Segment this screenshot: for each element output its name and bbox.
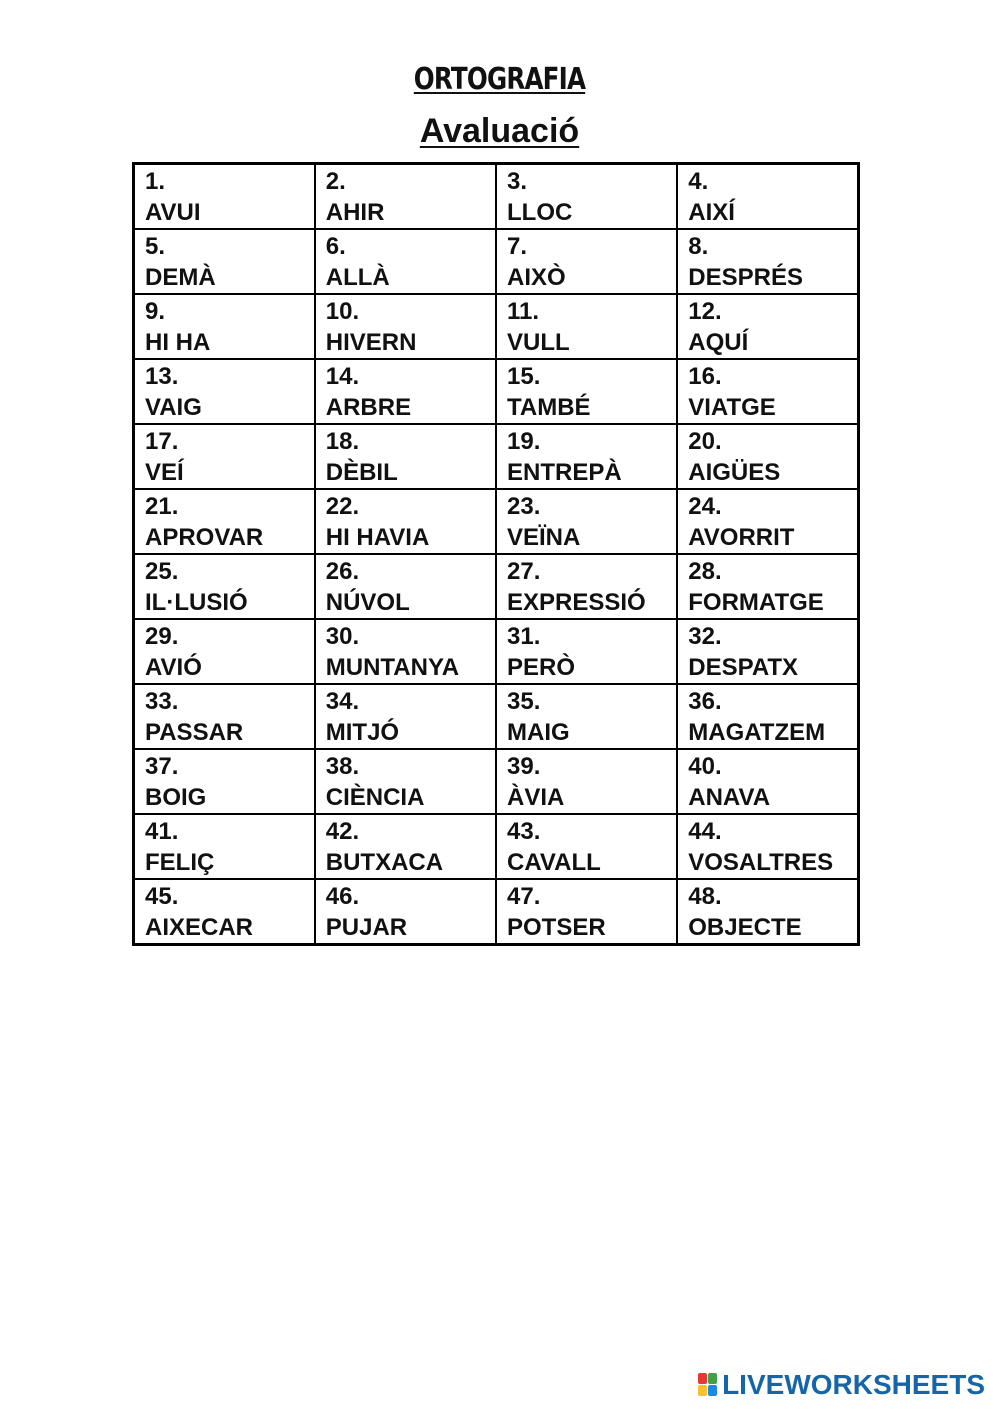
table-cell bbox=[315, 749, 496, 814]
table-cell bbox=[496, 294, 677, 359]
item-number: 3. bbox=[507, 168, 528, 195]
table-cell bbox=[315, 424, 496, 489]
table-cell bbox=[677, 684, 858, 749]
table-row bbox=[134, 879, 859, 945]
item-number: 41. bbox=[145, 818, 179, 845]
item-word: OBJECTE bbox=[688, 914, 802, 941]
item-number: 48. bbox=[688, 883, 722, 910]
item-number: 32. bbox=[688, 623, 722, 650]
table-cell bbox=[677, 229, 858, 294]
item-number: 28. bbox=[688, 558, 722, 585]
table-row bbox=[134, 489, 859, 554]
item-word: VEÏNA bbox=[507, 524, 581, 551]
item-number: 26. bbox=[325, 558, 360, 585]
table-cell bbox=[315, 489, 496, 554]
table-cell bbox=[315, 879, 496, 945]
table-cell bbox=[496, 229, 677, 294]
item-word: BUTXACA bbox=[325, 849, 444, 876]
item-number: 2. bbox=[325, 168, 346, 195]
brand-footer bbox=[698, 1370, 985, 1400]
logo-square-red bbox=[698, 1373, 707, 1384]
item-word: MUNTANYA bbox=[325, 654, 460, 681]
item-word: FELIÇ bbox=[145, 849, 215, 876]
item-number: 24. bbox=[688, 493, 722, 520]
logo-square-yellow bbox=[698, 1385, 707, 1396]
item-number: 19. bbox=[507, 428, 541, 455]
table-cell bbox=[134, 879, 315, 945]
item-number: 47. bbox=[507, 883, 541, 910]
item-word: MAIG bbox=[507, 719, 570, 746]
item-number: 25. bbox=[145, 558, 179, 585]
table-row bbox=[134, 424, 859, 489]
item-number: 34. bbox=[325, 688, 360, 715]
item-word: EXPRESSIÓ bbox=[507, 589, 646, 616]
item-word: ALLÀ bbox=[325, 264, 390, 291]
table-cell bbox=[315, 359, 496, 424]
item-word: PUJAR bbox=[325, 914, 408, 941]
table-cell bbox=[496, 749, 677, 814]
brand-text: LIVEWORKSHEETS bbox=[722, 1369, 985, 1400]
table-cell bbox=[496, 814, 677, 879]
table-cell bbox=[496, 879, 677, 945]
item-number: 23. bbox=[507, 493, 541, 520]
item-number: 18. bbox=[325, 428, 360, 455]
table-cell bbox=[677, 554, 858, 619]
item-word: DÈBIL bbox=[325, 459, 398, 486]
item-word: IL·LUSIÓ bbox=[145, 589, 248, 616]
item-number: 5. bbox=[145, 233, 166, 260]
item-number: 1. bbox=[145, 168, 166, 195]
table-cell bbox=[496, 684, 677, 749]
item-number: 14. bbox=[325, 363, 360, 390]
table-cell bbox=[134, 359, 315, 424]
table-row bbox=[134, 359, 859, 424]
item-number: 17. bbox=[145, 428, 179, 455]
item-number: 11. bbox=[507, 298, 540, 325]
item-word: ÀVIA bbox=[507, 784, 565, 811]
table-cell bbox=[134, 489, 315, 554]
item-word: AVUI bbox=[145, 199, 201, 226]
item-word: ENTREPÀ bbox=[507, 459, 622, 486]
item-word: BOIG bbox=[145, 784, 207, 811]
item-number: 9. bbox=[145, 298, 166, 325]
item-number: 35. bbox=[507, 688, 541, 715]
table-cell bbox=[315, 684, 496, 749]
item-word: AIGÜES bbox=[688, 459, 781, 486]
table-row bbox=[134, 684, 859, 749]
item-word: VIATGE bbox=[688, 394, 776, 421]
page-subtitle: Avaluació bbox=[419, 112, 580, 150]
table-cell bbox=[677, 814, 858, 879]
item-number: 20. bbox=[688, 428, 722, 455]
item-number: 27. bbox=[507, 558, 541, 585]
item-word: MITJÓ bbox=[325, 719, 400, 746]
item-word: AVIÓ bbox=[145, 654, 202, 681]
item-word: VEÍ bbox=[145, 459, 184, 486]
table-cell bbox=[134, 684, 315, 749]
table-row bbox=[134, 229, 859, 294]
item-number: 13. bbox=[145, 363, 179, 390]
table-row bbox=[134, 554, 859, 619]
item-word: APROVAR bbox=[145, 524, 264, 551]
table-cell bbox=[496, 424, 677, 489]
table-row bbox=[134, 749, 859, 814]
table-cell bbox=[315, 554, 496, 619]
item-word: POTSER bbox=[507, 914, 606, 941]
item-number: 8. bbox=[688, 233, 709, 260]
table-cell bbox=[134, 229, 315, 294]
table-cell bbox=[677, 294, 858, 359]
item-word: ARBRE bbox=[325, 394, 412, 421]
word-table-body bbox=[134, 164, 859, 945]
table-row bbox=[134, 814, 859, 879]
table-cell bbox=[134, 164, 315, 230]
item-word: VULL bbox=[507, 329, 570, 356]
item-number: 16. bbox=[688, 363, 722, 390]
table-cell bbox=[134, 294, 315, 359]
item-word: LLOC bbox=[507, 199, 573, 226]
item-number: 45. bbox=[145, 883, 179, 910]
item-word: MAGATZEM bbox=[688, 719, 826, 746]
table-cell bbox=[315, 814, 496, 879]
item-word: AQUÍ bbox=[688, 329, 749, 356]
item-number: 33. bbox=[145, 688, 179, 715]
item-word: CIÈNCIA bbox=[325, 784, 425, 811]
table-cell bbox=[134, 554, 315, 619]
table-cell bbox=[315, 619, 496, 684]
item-number: 31. bbox=[507, 623, 541, 650]
item-number: 43. bbox=[507, 818, 541, 845]
table-cell bbox=[677, 619, 858, 684]
word-table bbox=[132, 162, 860, 946]
item-number: 38. bbox=[325, 753, 360, 780]
item-word: NÚVOL bbox=[325, 589, 410, 616]
table-cell bbox=[496, 619, 677, 684]
table-cell bbox=[496, 164, 677, 230]
item-word: AVORRIT bbox=[688, 524, 795, 551]
table-cell bbox=[315, 294, 496, 359]
table-row bbox=[134, 619, 859, 684]
item-word: FORMATGE bbox=[688, 589, 824, 616]
table-cell bbox=[677, 424, 858, 489]
item-word: VOSALTRES bbox=[688, 849, 834, 876]
logo-square-green bbox=[708, 1373, 717, 1384]
page-title: ORTOGRAFIA bbox=[413, 62, 586, 97]
table-cell bbox=[134, 749, 315, 814]
item-number: 37. bbox=[145, 753, 179, 780]
item-word: AIXÒ bbox=[507, 264, 566, 291]
table-cell bbox=[677, 164, 858, 230]
liveworksheets-logo-icon bbox=[698, 1373, 718, 1397]
item-number: 15. bbox=[507, 363, 541, 390]
item-word: HIVERN bbox=[325, 329, 417, 356]
item-number: 10. bbox=[325, 298, 360, 325]
item-word: PERÒ bbox=[507, 654, 576, 681]
item-word: DEMÀ bbox=[145, 264, 216, 291]
item-number: 36. bbox=[688, 688, 722, 715]
item-number: 4. bbox=[688, 168, 709, 195]
item-number: 21. bbox=[145, 493, 179, 520]
table-cell bbox=[134, 424, 315, 489]
table-row bbox=[134, 164, 859, 230]
item-number: 44. bbox=[688, 818, 722, 845]
item-word: VAIG bbox=[145, 394, 202, 421]
item-word: HI HAVIA bbox=[325, 524, 430, 551]
item-word: DESPATX bbox=[688, 654, 799, 681]
item-word: HI HA bbox=[145, 329, 211, 356]
table-cell bbox=[315, 164, 496, 230]
table-cell bbox=[677, 359, 858, 424]
item-number: 6. bbox=[325, 233, 346, 260]
item-word: ANAVA bbox=[688, 784, 771, 811]
item-number: 29. bbox=[145, 623, 179, 650]
item-number: 30. bbox=[325, 623, 360, 650]
item-word: TAMBÉ bbox=[507, 394, 591, 421]
table-cell bbox=[134, 619, 315, 684]
item-number: 22. bbox=[325, 493, 360, 520]
logo-square-blue bbox=[708, 1385, 717, 1396]
table-row bbox=[134, 294, 859, 359]
item-number: 39. bbox=[507, 753, 541, 780]
table-cell bbox=[677, 749, 858, 814]
item-word: DESPRÉS bbox=[688, 264, 803, 291]
item-number: 7. bbox=[507, 233, 528, 260]
item-word: CAVALL bbox=[507, 849, 601, 876]
item-word: AIXECAR bbox=[145, 914, 254, 941]
item-number: 40. bbox=[688, 753, 722, 780]
item-number: 12. bbox=[688, 298, 722, 325]
table-cell bbox=[315, 229, 496, 294]
item-word: PASSAR bbox=[145, 719, 244, 746]
table-cell bbox=[677, 489, 858, 554]
table-cell bbox=[677, 879, 858, 945]
table-cell bbox=[496, 359, 677, 424]
item-word: AIXÍ bbox=[688, 199, 735, 226]
table-cell bbox=[496, 489, 677, 554]
table-cell bbox=[496, 554, 677, 619]
item-word: AHIR bbox=[325, 199, 385, 226]
item-number: 46. bbox=[325, 883, 360, 910]
table-cell bbox=[134, 814, 315, 879]
item-number: 42. bbox=[325, 818, 360, 845]
